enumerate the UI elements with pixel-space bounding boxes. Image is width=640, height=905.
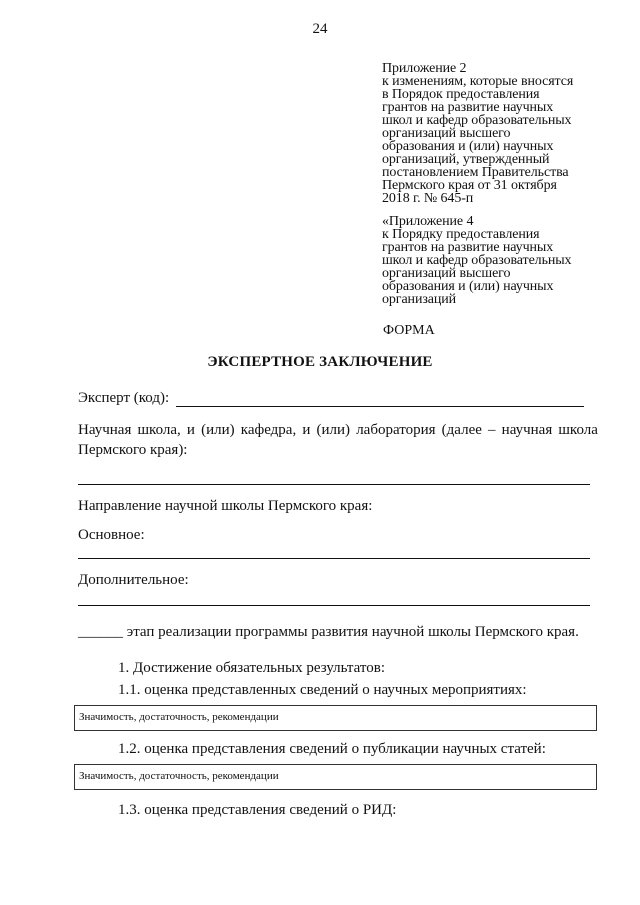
appendix-2-line: к изменениям, которые вносятся <box>382 74 574 89</box>
stage-text: этап реализации программы развития научной школы Пермского края. <box>126 624 579 640</box>
appendix-2-header <box>382 62 622 205</box>
main-direction-field[interactable] <box>78 558 590 559</box>
school-label-word: школа, <box>137 422 181 438</box>
school-name-field[interactable] <box>78 484 590 485</box>
appendix-4-line: организаций высшего <box>382 266 511 281</box>
item-1-3-label: 1.3. оценка представления сведений о РИД: <box>118 802 397 818</box>
appendix-4-line: грантов на развитие научных <box>382 240 554 255</box>
direction-label: Направление научной школы Пермского края: <box>78 498 373 514</box>
appendix-2-line: Пермского края от 31 октября <box>382 178 557 193</box>
main-direction-label: Основное: <box>78 527 145 543</box>
school-label-word: школа <box>558 422 598 438</box>
school-name-label-cont: Пермского края): <box>78 442 188 458</box>
school-label-word: и <box>186 422 195 438</box>
appendix-4-line: школ и кафедр образовательных <box>382 253 572 268</box>
school-label-word: кафедра, <box>240 422 297 438</box>
school-label-word: и <box>302 422 311 438</box>
appendix-2-line: 2018 г. № 645-п <box>382 191 474 206</box>
appendix-2-line: организаций, утвержденный <box>382 152 550 167</box>
appendix-2-line: грантов на развитие научных <box>382 100 554 115</box>
school-label-word: (или) <box>316 422 351 438</box>
school-name-label-row <box>78 422 598 439</box>
item-1-1-label: 1.1. оценка представленных сведений о научных мероприятиях: <box>118 682 527 698</box>
appendix-2-line: школ и кафедр образовательных <box>382 113 572 128</box>
school-label-word: Научная <box>78 422 132 438</box>
item-1-2-comment-box[interactable]: Значимость, достаточность, рекомендации <box>74 764 597 790</box>
appendix-4-line: к Порядку предоставления <box>382 227 540 242</box>
stage-row <box>78 624 579 641</box>
appendix-2-line: постановлением Правительства <box>382 165 569 180</box>
section-1-title: 1. Достижение обязательных результатов: <box>118 660 386 676</box>
school-label-word: (или) <box>201 422 235 438</box>
school-label-word: лаборатория <box>356 422 436 438</box>
item-1-1-comment-box[interactable]: Значимость, достаточность, рекомендации <box>74 705 597 731</box>
appendix-2-line: организаций высшего <box>382 126 511 141</box>
appendix-2-line: образования и (или) научных <box>382 139 554 154</box>
form-label: ФОРМА <box>383 323 435 338</box>
appendix-2-line: Приложение 2 <box>382 61 467 76</box>
appendix-2-line: в Порядок предоставления <box>382 87 540 102</box>
school-label-word: – <box>488 422 496 438</box>
appendix-4-header <box>382 215 622 306</box>
appendix-4-line: образования и (или) научных <box>382 279 554 294</box>
document-title: ЭКСПЕРТНОЕ ЗАКЛЮЧЕНИЕ <box>207 354 433 370</box>
additional-direction-label: Дополнительное: <box>78 572 189 588</box>
expert-code-label: Эксперт (код): <box>78 390 170 406</box>
expert-code-field[interactable] <box>176 406 584 407</box>
page-number: 24 <box>312 21 328 37</box>
school-label-word: научная <box>501 422 553 438</box>
item-1-2-label: 1.2. оценка представления сведений о публикации научных статей: <box>118 741 546 757</box>
stage-number-blank[interactable]: ______ <box>78 624 123 640</box>
appendix-4-line: «Приложение 4 <box>382 214 474 229</box>
appendix-4-line: организаций <box>382 292 457 307</box>
additional-direction-field[interactable] <box>78 605 590 606</box>
school-label-word: (далее <box>441 422 482 438</box>
